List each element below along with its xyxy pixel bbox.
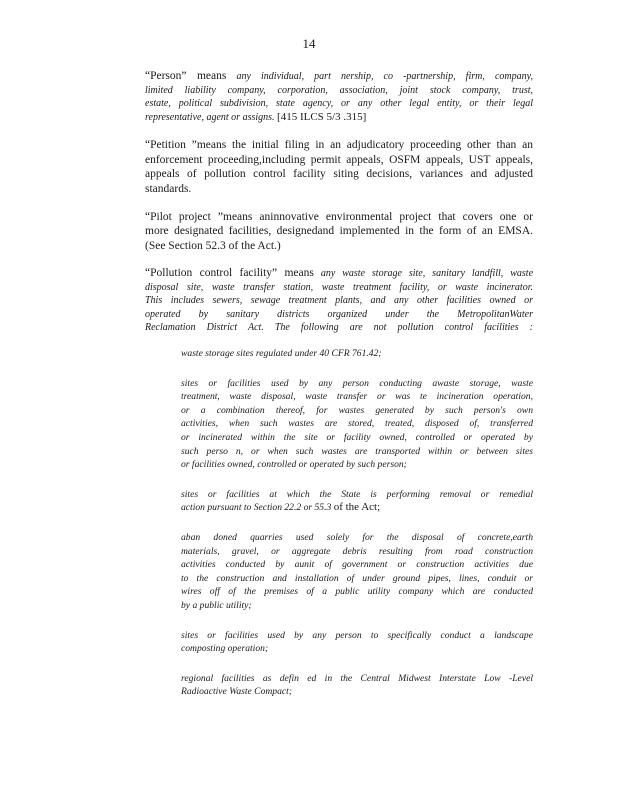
exclusion-line: such perso n, or when such wastes are transported within or between sites bbox=[181, 445, 533, 457]
definition-line bbox=[145, 70, 533, 84]
exclusion-line: by a public utility; bbox=[181, 599, 252, 611]
definition-line: “Petition ”means the initial filing in an adjudicatory proceeding other than an bbox=[145, 139, 533, 152]
exclusion-line: treatment, waste disposal, waste transfer or was te incineration operation, bbox=[181, 391, 533, 403]
exclusion-line: or a combination thereof, for wastes generated by such person's own bbox=[181, 404, 533, 416]
exclusion-line: regional facilities as defin ed in the Central Midwest Interstate Low -Level bbox=[181, 672, 533, 684]
exclusion-line: Radioactive Waste Compact; bbox=[181, 686, 293, 698]
exclusion-line: or incinerated within the site or facility owned, controlled or operated by bbox=[181, 432, 533, 444]
page-number: 14 bbox=[302, 36, 316, 51]
definition-line: more designated facilities, designedand implemented in the form of an EMSA. bbox=[145, 225, 533, 238]
exclusion-line: or facilities owned, controlled or operated by such person; bbox=[181, 459, 407, 471]
definition-line: disposal site, waste transfer station, waste treatment facility, or waste incinerator. bbox=[145, 281, 533, 293]
definition-person bbox=[145, 70, 533, 124]
definition-line bbox=[145, 111, 533, 125]
exclusion-line: materials, gravel, or aggregate debris resulting from road construction bbox=[181, 545, 533, 557]
defined-term: “Pollution control facility” means bbox=[145, 267, 314, 280]
exclusion-line: composting operation; bbox=[181, 643, 269, 655]
definition-petition bbox=[145, 138, 533, 196]
exclusion-item-1 bbox=[181, 347, 533, 361]
document-body bbox=[145, 70, 533, 715]
exclusion-item-4 bbox=[181, 531, 533, 613]
definition-pollution-control-facility bbox=[145, 267, 533, 335]
exclusion-line: aban doned quarries used solely for the disposal of concrete,earth bbox=[181, 532, 533, 544]
definition-text: any individual, part nership, co -partnership, firm, company, bbox=[236, 71, 533, 82]
exclusion-item-3 bbox=[181, 488, 533, 515]
definition-line: standards. bbox=[145, 182, 192, 195]
statute-citation: [415 ILCS 5/3 .315] bbox=[277, 110, 367, 123]
act-reference: of the Act; bbox=[333, 501, 381, 514]
exclusion-line: sites or facilities at which the State is performing removal or remedial bbox=[181, 488, 533, 500]
definition-text: representative, agent or assigns. bbox=[145, 111, 275, 123]
definition-line bbox=[145, 267, 533, 281]
definition-line: This includes sewers, sewage treatment plants, and any other facilities owned or bbox=[145, 295, 533, 307]
exclusion-item-5 bbox=[181, 629, 533, 656]
exclusion-line: waste storage sites regulated under 40 CFR 761.42; bbox=[181, 348, 382, 360]
exclusion-line: wires off of the premises of a public utility company which are conducted bbox=[181, 586, 533, 598]
defined-term: “Person” means bbox=[145, 70, 227, 82]
exclusion-line: sites or facilities used by any person to specifically conduct a landscape bbox=[181, 629, 533, 641]
exclusion-item-6 bbox=[181, 672, 533, 699]
definition-line: appeals of pollution control facility siting decisions, variances and adjusted bbox=[145, 168, 533, 181]
definition-line: “Pilot project ”means aninnovative environmental project that covers one or bbox=[145, 210, 533, 223]
definition-line: estate, political subdivision, state agency, or any other legal entity, or their legal bbox=[145, 98, 533, 110]
exclusion-line bbox=[181, 501, 533, 515]
definition-line: Reclamation District Act. The following are not pollution control facilities : bbox=[145, 322, 533, 334]
exclusion-item-2 bbox=[181, 377, 533, 472]
definition-line: (See Section 52.3 of the Act.) bbox=[145, 239, 281, 252]
exclusion-line: activities, when such wastes are stored, treated, disposed of, transferred bbox=[181, 418, 533, 430]
exclusion-line: activities conducted by aunit of government or construction activities due bbox=[181, 559, 533, 571]
definition-line: enforcement proceeding,including permit appeals, OSFM appeals, UST appeals, bbox=[145, 153, 533, 166]
definition-pilot-project bbox=[145, 210, 533, 253]
exclusion-line: to the construction and installation of under ground pipes, lines, conduit or bbox=[181, 572, 533, 584]
definition-line: limited liability company, corporation, association, joint stock company, trust, bbox=[145, 84, 533, 96]
definition-line: operated by sanitary districts organized under the MetropolitanWater bbox=[145, 308, 533, 320]
definition-text: any waste storage site, sanitary landfill, waste bbox=[320, 268, 533, 280]
exclusion-line: sites or facilities used by any person conducting awaste storage, waste bbox=[181, 377, 533, 389]
exclusion-text: action pursuant to Section 22.2 or 55.3 bbox=[181, 502, 332, 514]
